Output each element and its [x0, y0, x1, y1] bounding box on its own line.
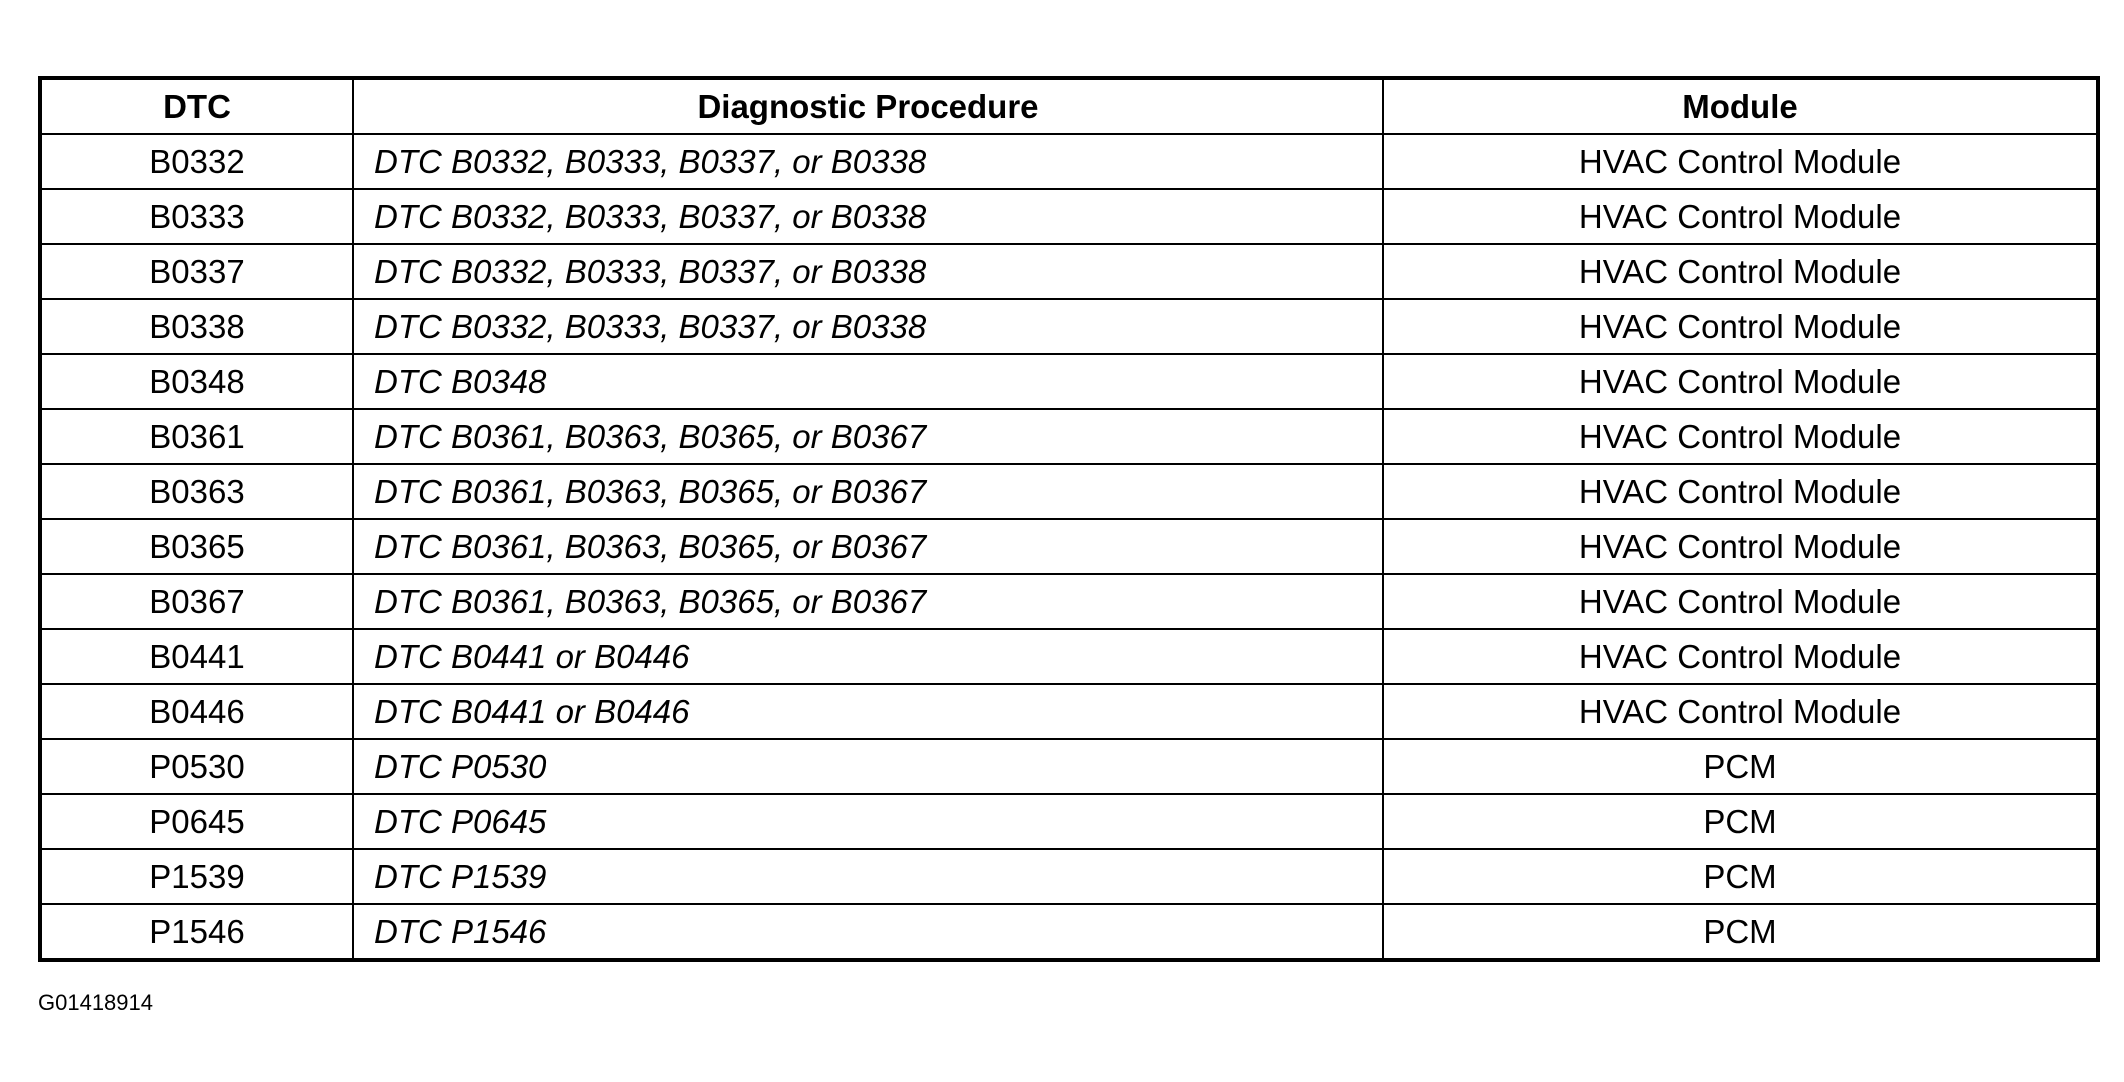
header-module: Module [1383, 78, 2098, 134]
module-cell: HVAC Control Module [1383, 464, 2098, 519]
table-row [40, 684, 2098, 739]
module-cell: PCM [1383, 794, 2098, 849]
module-cell: HVAC Control Module [1383, 629, 2098, 684]
table-row [40, 849, 2098, 904]
diagnostic-procedure-cell: DTC B0348 [353, 354, 1383, 409]
module-cell: HVAC Control Module [1383, 134, 2098, 189]
header-dtc: DTC [40, 78, 353, 134]
dtc-cell: B0367 [40, 574, 353, 629]
table-row [40, 134, 2098, 189]
dtc-cell: B0441 [40, 629, 353, 684]
header-row [40, 78, 2098, 134]
table-row [40, 904, 2098, 960]
diagnostic-procedure-cell: DTC B0361, B0363, B0365, or B0367 [353, 574, 1383, 629]
dtc-cell: B0337 [40, 244, 353, 299]
module-cell: HVAC Control Module [1383, 244, 2098, 299]
dtc-cell: B0365 [40, 519, 353, 574]
table-row [40, 354, 2098, 409]
table-body [40, 134, 2098, 960]
table-row [40, 519, 2098, 574]
diagnostic-procedure-cell: DTC B0361, B0363, B0365, or B0367 [353, 464, 1383, 519]
dtc-cell: P0530 [40, 739, 353, 794]
module-cell: HVAC Control Module [1383, 354, 2098, 409]
diagnostic-procedure-cell: DTC B0361, B0363, B0365, or B0367 [353, 409, 1383, 464]
diagnostic-procedure-cell: DTC B0332, B0333, B0337, or B0338 [353, 244, 1383, 299]
dtc-cell: B0338 [40, 299, 353, 354]
dtc-cell: P1546 [40, 904, 353, 960]
dtc-cell: B0446 [40, 684, 353, 739]
dtc-cell: P1539 [40, 849, 353, 904]
table-row [40, 299, 2098, 354]
dtc-cell: B0361 [40, 409, 353, 464]
dtc-cell: P0645 [40, 794, 353, 849]
dtc-table [38, 76, 2100, 962]
module-cell: HVAC Control Module [1383, 409, 2098, 464]
dtc-cell: B0332 [40, 134, 353, 189]
table-row [40, 409, 2098, 464]
header-diagnostic-procedure: Diagnostic Procedure [353, 78, 1383, 134]
table-row [40, 464, 2098, 519]
dtc-cell: B0348 [40, 354, 353, 409]
module-cell: HVAC Control Module [1383, 684, 2098, 739]
diagnostic-procedure-cell: DTC B0441 or B0446 [353, 684, 1383, 739]
module-cell: PCM [1383, 904, 2098, 960]
table-row [40, 574, 2098, 629]
diagnostic-procedure-cell: DTC B0332, B0333, B0337, or B0338 [353, 134, 1383, 189]
diagnostic-procedure-cell: DTC P0645 [353, 794, 1383, 849]
table-row [40, 629, 2098, 684]
diagnostic-procedure-cell: DTC P1546 [353, 904, 1383, 960]
dtc-cell: B0333 [40, 189, 353, 244]
table-row [40, 794, 2098, 849]
table-row [40, 189, 2098, 244]
module-cell: HVAC Control Module [1383, 299, 2098, 354]
diagnostic-procedure-cell: DTC B0332, B0333, B0337, or B0338 [353, 189, 1383, 244]
table-header [40, 78, 2098, 134]
figure-code: G01418914 [38, 990, 153, 1015]
module-cell: PCM [1383, 739, 2098, 794]
diagnostic-procedure-cell: DTC B0441 or B0446 [353, 629, 1383, 684]
module-cell: HVAC Control Module [1383, 519, 2098, 574]
diagnostic-procedure-cell: DTC B0361, B0363, B0365, or B0367 [353, 519, 1383, 574]
diagnostic-procedure-cell: DTC P1539 [353, 849, 1383, 904]
diagnostic-procedure-cell: DTC P0530 [353, 739, 1383, 794]
module-cell: HVAC Control Module [1383, 574, 2098, 629]
diagnostic-procedure-cell: DTC B0332, B0333, B0337, or B0338 [353, 299, 1383, 354]
table-row [40, 244, 2098, 299]
module-cell: PCM [1383, 849, 2098, 904]
module-cell: HVAC Control Module [1383, 189, 2098, 244]
dtc-cell: B0363 [40, 464, 353, 519]
table-row [40, 739, 2098, 794]
